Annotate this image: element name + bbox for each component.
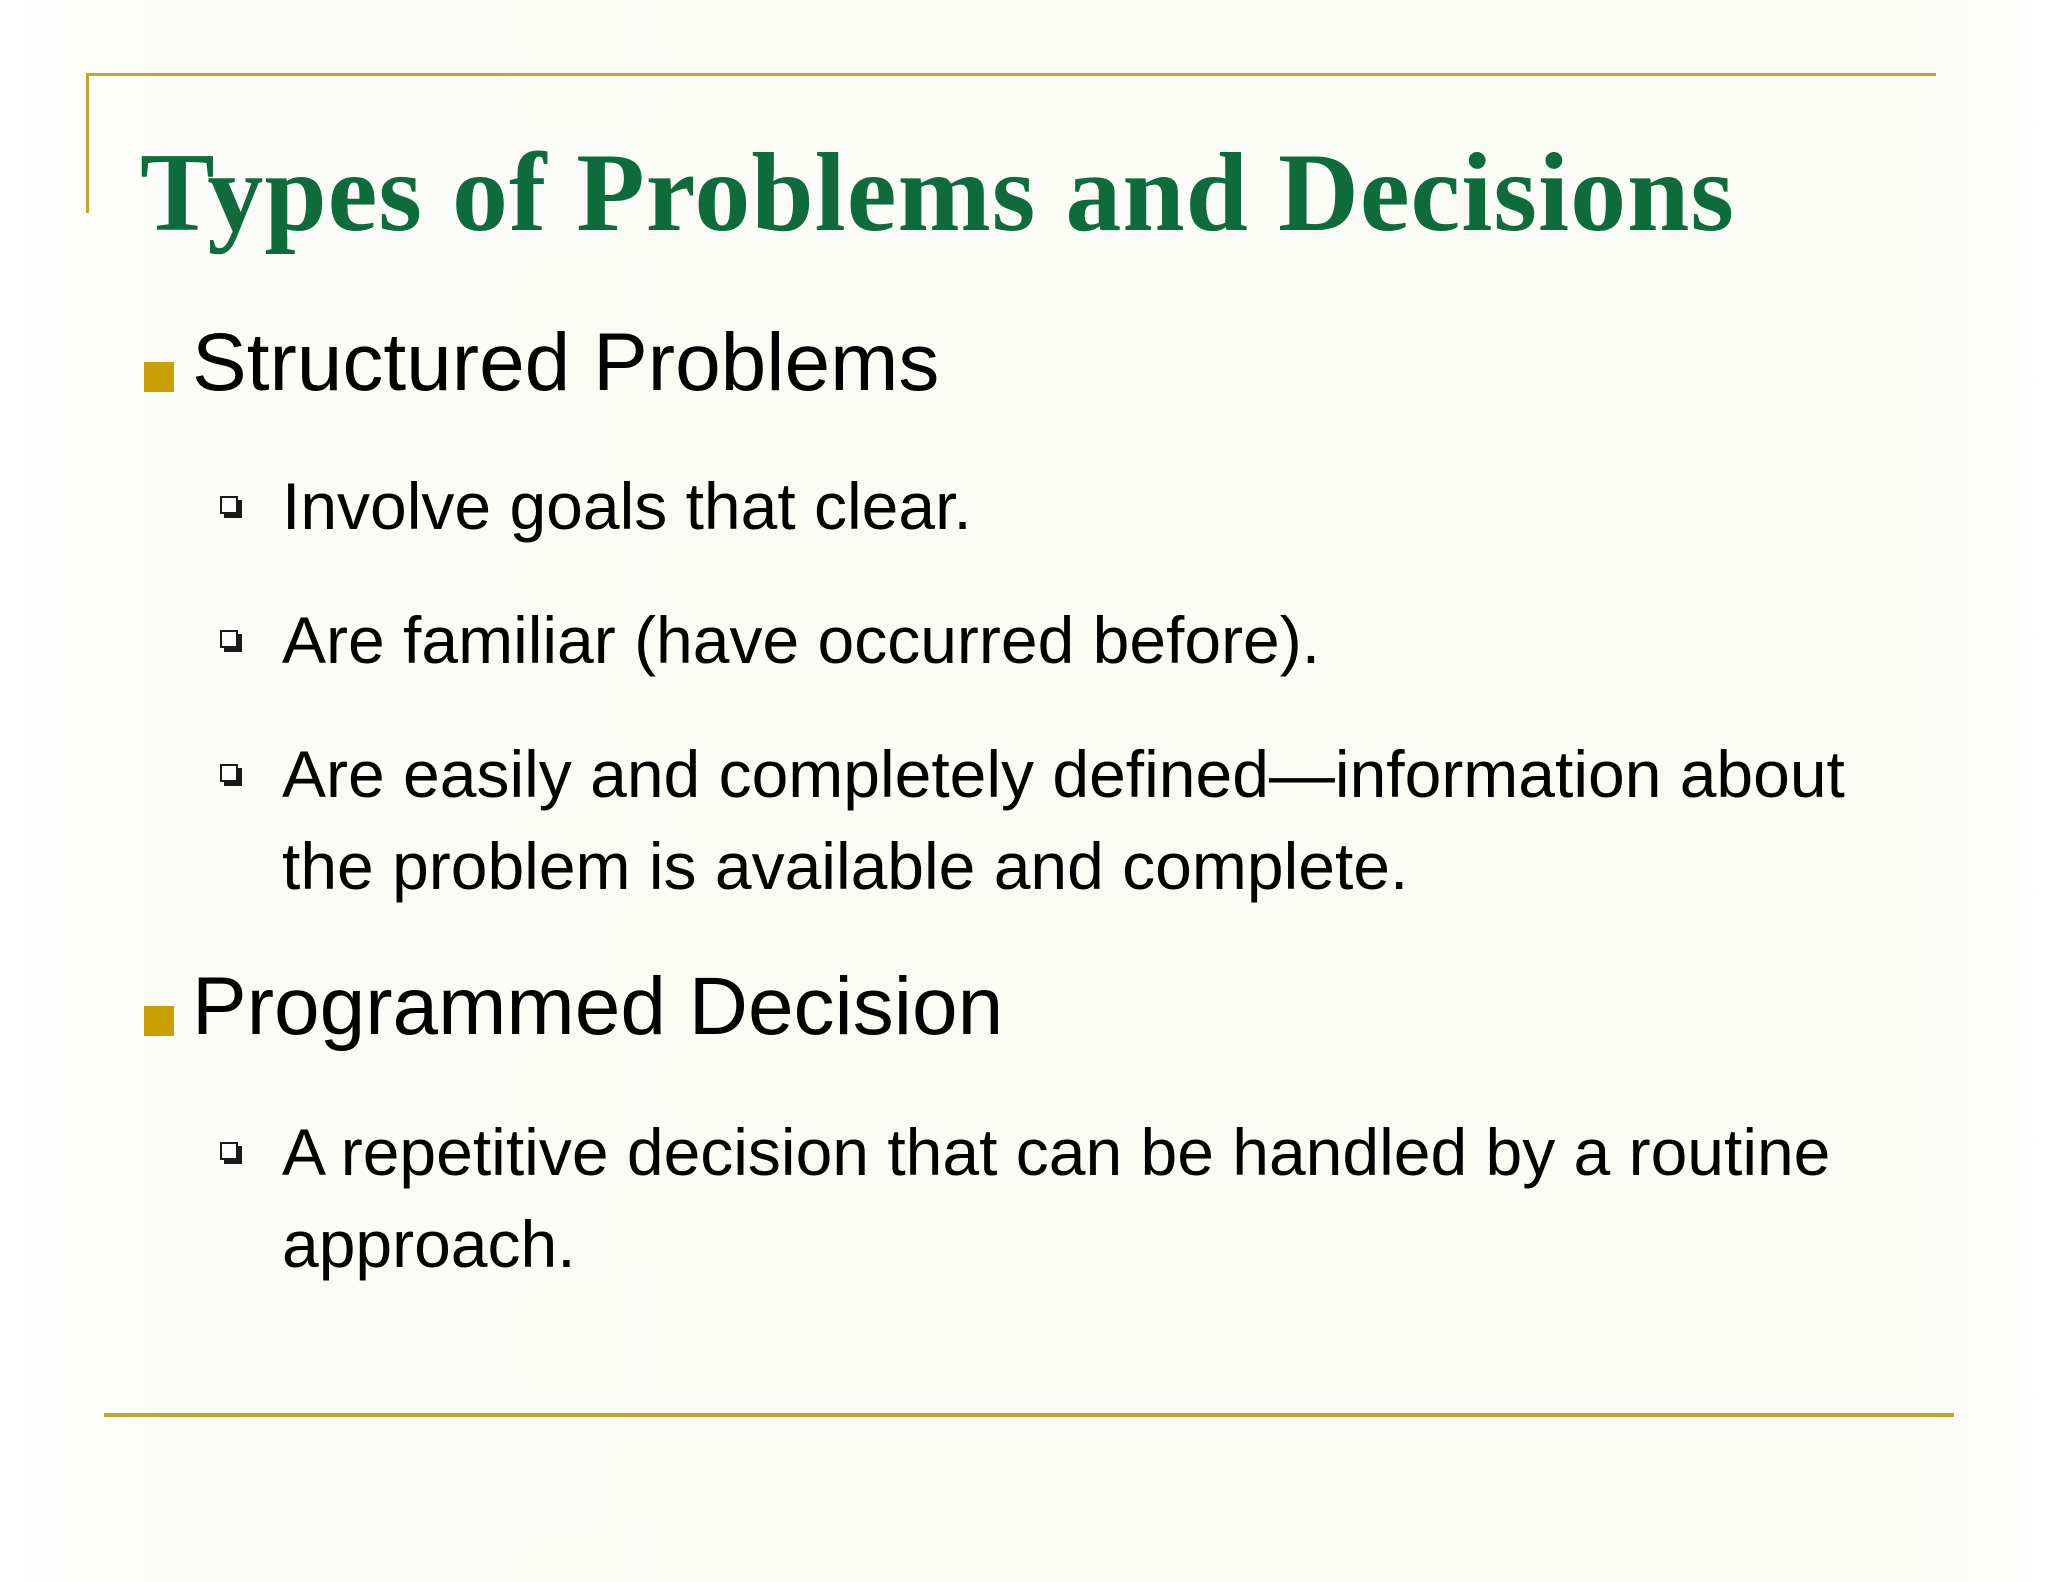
frame-left-line	[86, 73, 89, 213]
hollow-square-icon	[220, 496, 242, 518]
filled-square-icon	[144, 1006, 174, 1036]
frame-top-line	[86, 73, 1936, 76]
hollow-square-icon	[220, 764, 242, 786]
list-item-text: Involve goals that clear.	[282, 469, 972, 543]
filled-square-icon	[144, 362, 174, 392]
list-item-text: Are familiar (have occurred before).	[282, 603, 1321, 677]
frame-bottom-line	[104, 1413, 1954, 1417]
section-heading-text: Programmed Decision	[192, 961, 1004, 1052]
slide-title: Types of Problems and Decisions	[140, 131, 1735, 255]
hollow-square-icon	[220, 630, 242, 652]
section-heading-text: Structured Problems	[192, 317, 940, 408]
list-item-text: A repetitive decision that can be handled by a routine approach.	[282, 1115, 1831, 1281]
hollow-square-icon	[220, 1142, 242, 1164]
list-item-text: Are easily and completely defined—information about the problem is available and complete.	[282, 737, 1845, 903]
